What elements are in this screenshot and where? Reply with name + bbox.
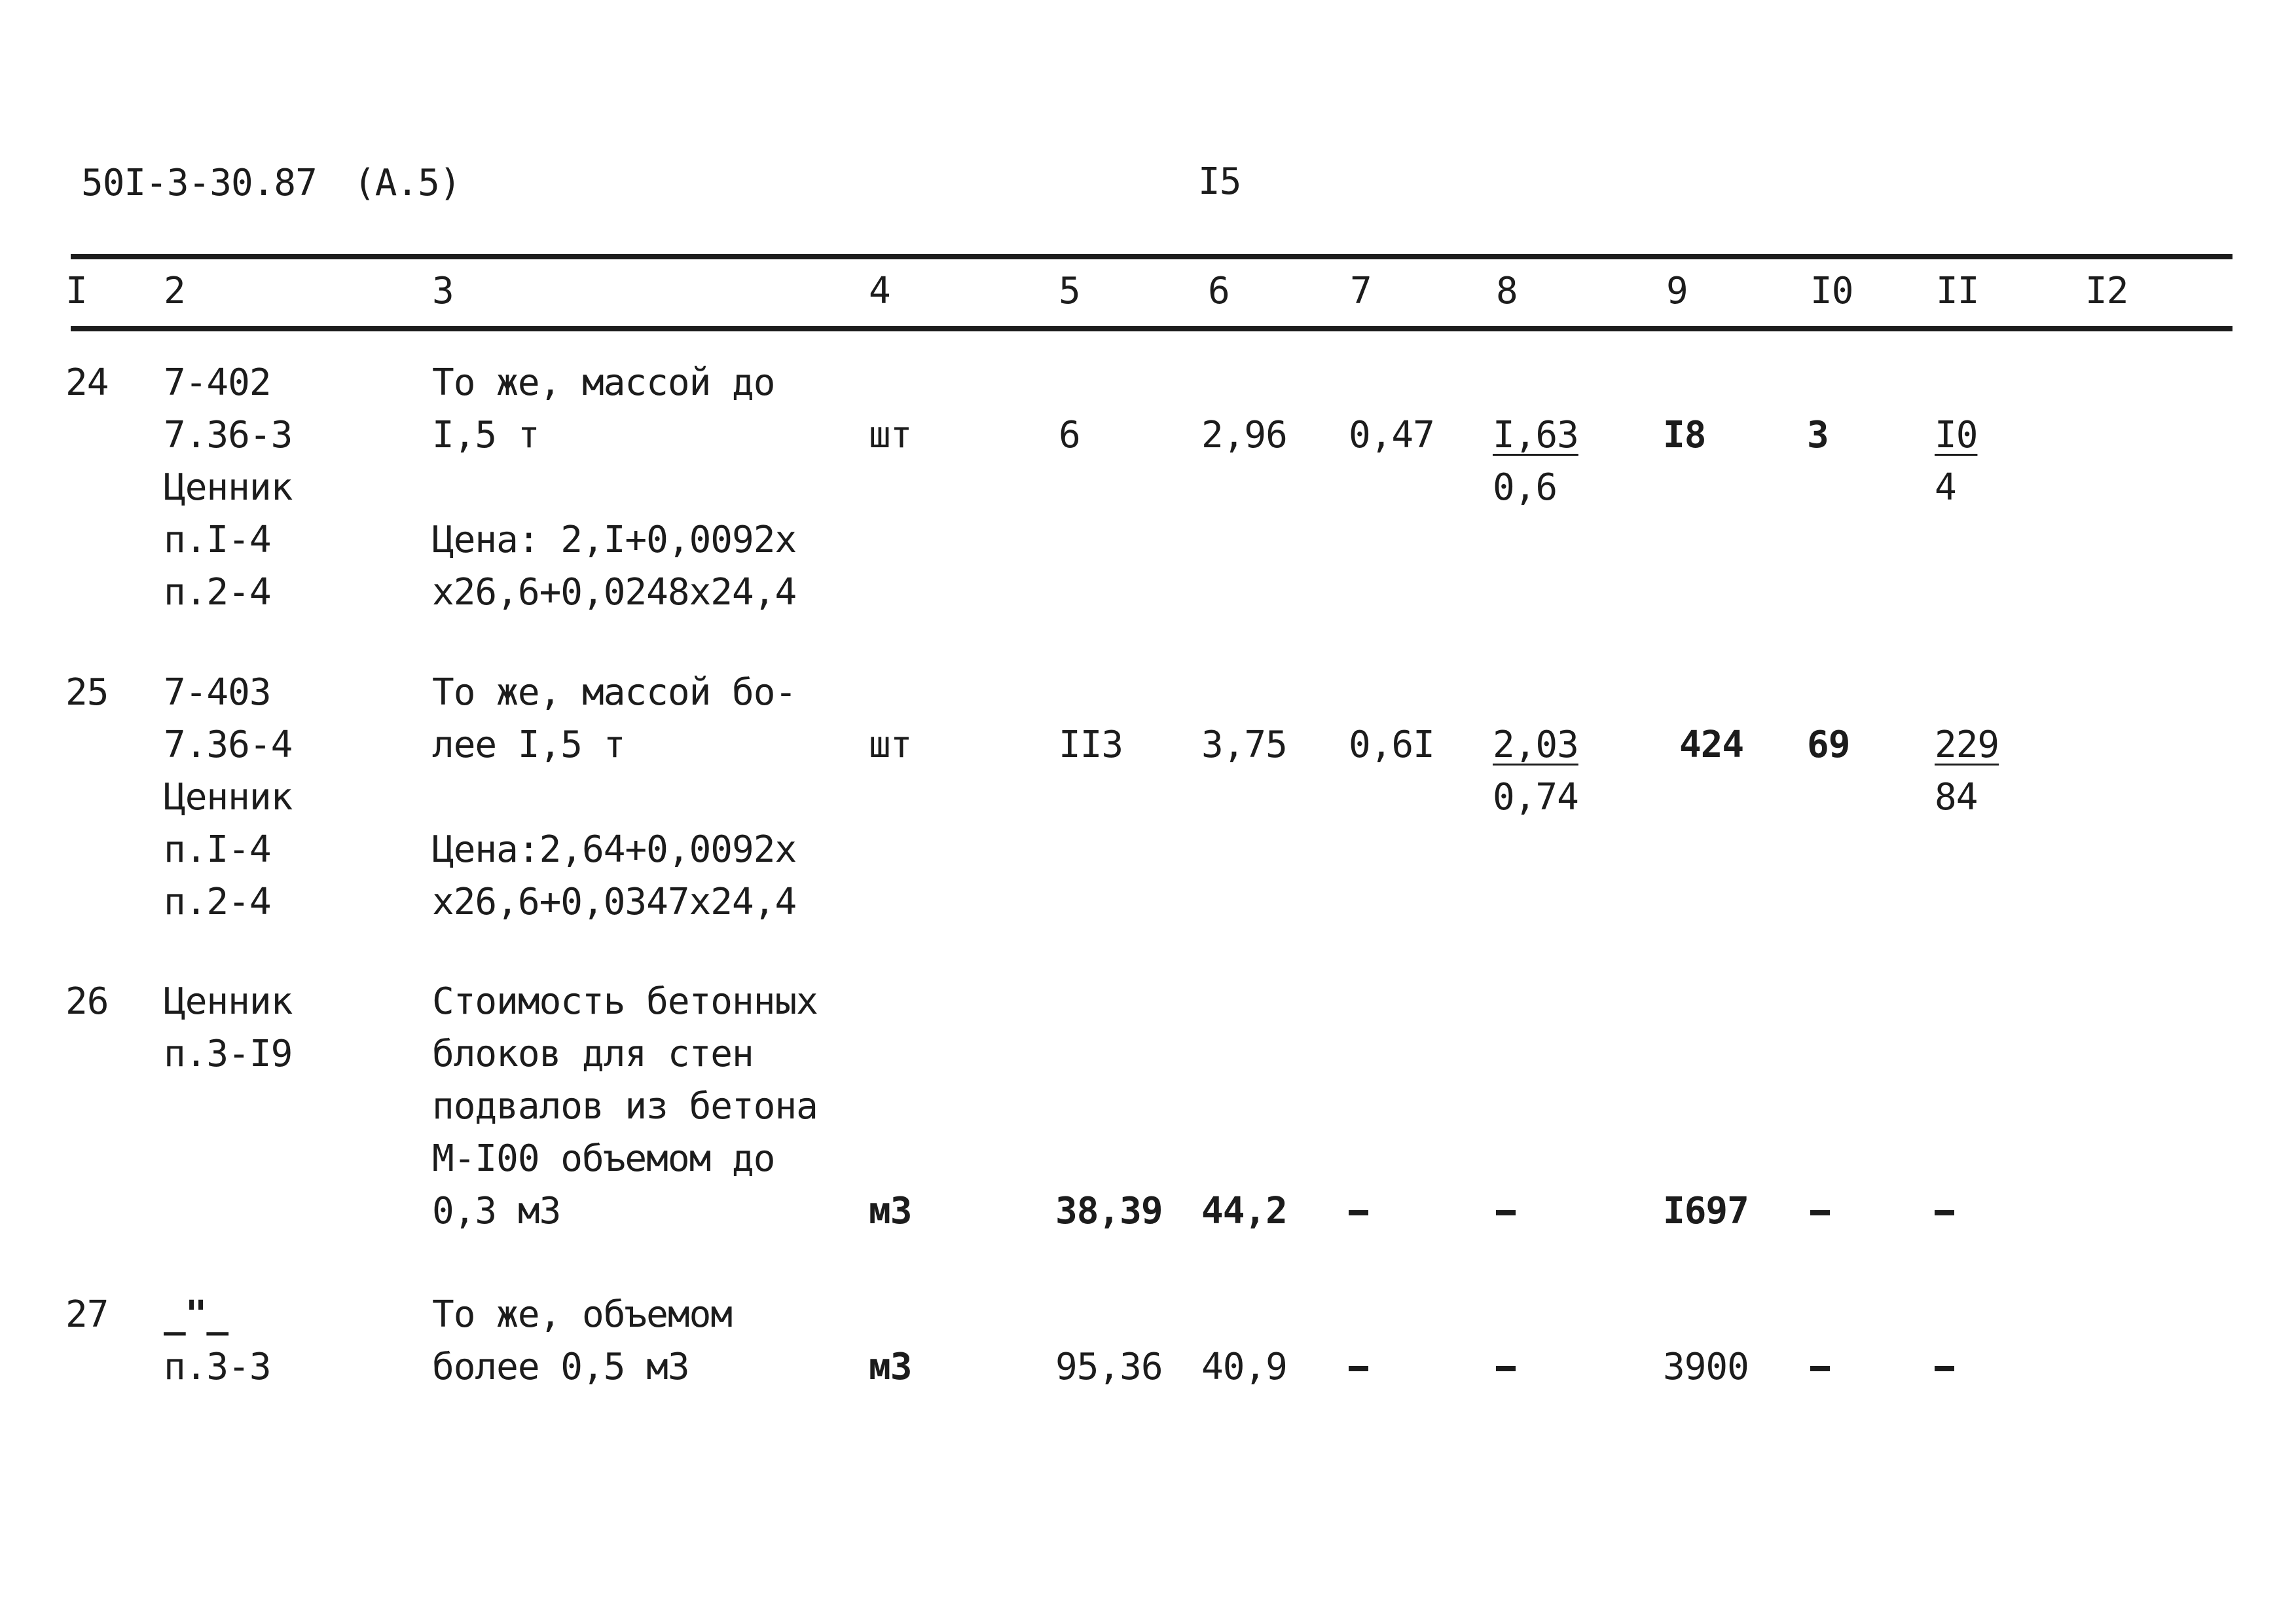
code-line: п.2-4 xyxy=(164,881,271,923)
column-header-10: I0 xyxy=(1810,270,1853,312)
column-header-6: 6 xyxy=(1208,270,1230,312)
quantity: II3 xyxy=(1059,724,1123,766)
code-line: п.2-4 xyxy=(164,571,271,614)
unit: м3 xyxy=(869,1190,912,1232)
column-11-top: I0 xyxy=(1935,414,1978,456)
code-line: Ценник xyxy=(164,466,293,509)
description-line: более 0,5 м3 xyxy=(432,1346,689,1388)
quantity: 6 xyxy=(1059,414,1080,456)
description-line: подвалов из бетона xyxy=(432,1085,818,1128)
description-line: x26,6+0,0347x24,4 xyxy=(432,881,797,923)
column-9-value: 3900 xyxy=(1663,1346,1749,1388)
column-7-value: 0,47 xyxy=(1349,414,1434,456)
unit-price: 40,9 xyxy=(1201,1346,1287,1388)
column-11-bottom: 84 xyxy=(1935,776,1978,819)
column-8-bottom: 0,74 xyxy=(1493,776,1578,819)
column-9-value: 424 xyxy=(1679,724,1744,766)
column-header-7: 7 xyxy=(1350,270,1372,312)
code-line: Ценник xyxy=(164,776,293,819)
description-line: М-I00 объемом до xyxy=(432,1137,775,1180)
column-10-value: 3 xyxy=(1807,414,1829,456)
unit: м3 xyxy=(869,1346,912,1388)
code-line: Ценник xyxy=(164,980,293,1023)
column-10-value: 69 xyxy=(1807,724,1850,766)
column-7-empty-dash xyxy=(1349,1366,1368,1371)
column-9-value: I697 xyxy=(1663,1190,1749,1232)
column-8-top: I,63 xyxy=(1493,414,1578,456)
column-8-bottom: 0,6 xyxy=(1493,466,1558,509)
row-number: 24 xyxy=(65,361,109,404)
row-number: 26 xyxy=(65,980,109,1023)
quantity: 38,39 xyxy=(1055,1190,1163,1232)
unit-price: 44,2 xyxy=(1201,1190,1287,1232)
column-header-3: 3 xyxy=(432,270,454,312)
unit: шт xyxy=(869,414,912,456)
column-header-12: I2 xyxy=(2085,270,2128,312)
code-line: 7-403 xyxy=(164,671,271,714)
column-10-empty-dash xyxy=(1810,1366,1830,1371)
quantity: 95,36 xyxy=(1055,1346,1163,1388)
column-11-top: 229 xyxy=(1935,724,1999,766)
column-11-empty-dash xyxy=(1935,1366,1954,1371)
row-number: 25 xyxy=(65,671,109,714)
column-10-empty-dash xyxy=(1810,1210,1830,1215)
column-header-9: 9 xyxy=(1666,270,1688,312)
description-line: блоков для стен xyxy=(432,1033,754,1075)
column-11-bottom: 4 xyxy=(1935,466,1956,509)
description-line: I,5 т xyxy=(432,414,539,456)
table-header-rule xyxy=(71,326,2232,331)
column-7-value: 0,6I xyxy=(1349,724,1434,766)
column-8-empty-dash xyxy=(1496,1210,1516,1215)
unit-price: 2,96 xyxy=(1201,414,1287,456)
description-line: То же, массой до xyxy=(432,361,775,404)
table-top-rule xyxy=(71,254,2232,259)
description-line: То же, объемом xyxy=(432,1293,733,1336)
row-number: 27 xyxy=(65,1293,109,1336)
unit: шт xyxy=(869,724,912,766)
column-header-5: 5 xyxy=(1059,270,1080,312)
ditto-mark: _"_ xyxy=(164,1293,228,1336)
description-line: Цена: 2,I+0,0092x xyxy=(432,519,797,561)
column-header-4: 4 xyxy=(869,270,890,312)
sheet-reference: (А.5) xyxy=(354,162,461,204)
column-header-11: II xyxy=(1936,270,1979,312)
code-line: 7-402 xyxy=(164,361,271,404)
column-header-2: 2 xyxy=(164,270,185,312)
code-line: п.I-4 xyxy=(164,828,271,871)
column-header-1: I xyxy=(65,270,87,312)
code-line: 7.36-3 xyxy=(164,414,293,456)
description-line: Стоимость бетонных xyxy=(432,980,818,1023)
description-line: x26,6+0,0248x24,4 xyxy=(432,571,797,614)
code-line: п.3-I9 xyxy=(164,1033,293,1075)
description-line: Цена:2,64+0,0092x xyxy=(432,828,797,871)
column-header-8: 8 xyxy=(1496,270,1518,312)
code-line: п.I-4 xyxy=(164,519,271,561)
column-8-empty-dash xyxy=(1496,1366,1516,1371)
column-9-value: I8 xyxy=(1663,414,1706,456)
description-line: 0,3 м3 xyxy=(432,1190,561,1232)
document-code: 50I-3-30.87 xyxy=(81,162,317,204)
description-line: То же, массой бо- xyxy=(432,671,797,714)
description-line: лее I,5 т xyxy=(432,724,625,766)
code-line: 7.36-4 xyxy=(164,724,293,766)
page-number: I5 xyxy=(1198,160,1241,203)
column-11-empty-dash xyxy=(1935,1210,1954,1215)
column-7-empty-dash xyxy=(1349,1210,1368,1215)
unit-price: 3,75 xyxy=(1201,724,1287,766)
code-line: п.3-3 xyxy=(164,1346,271,1388)
column-8-top: 2,03 xyxy=(1493,724,1578,766)
